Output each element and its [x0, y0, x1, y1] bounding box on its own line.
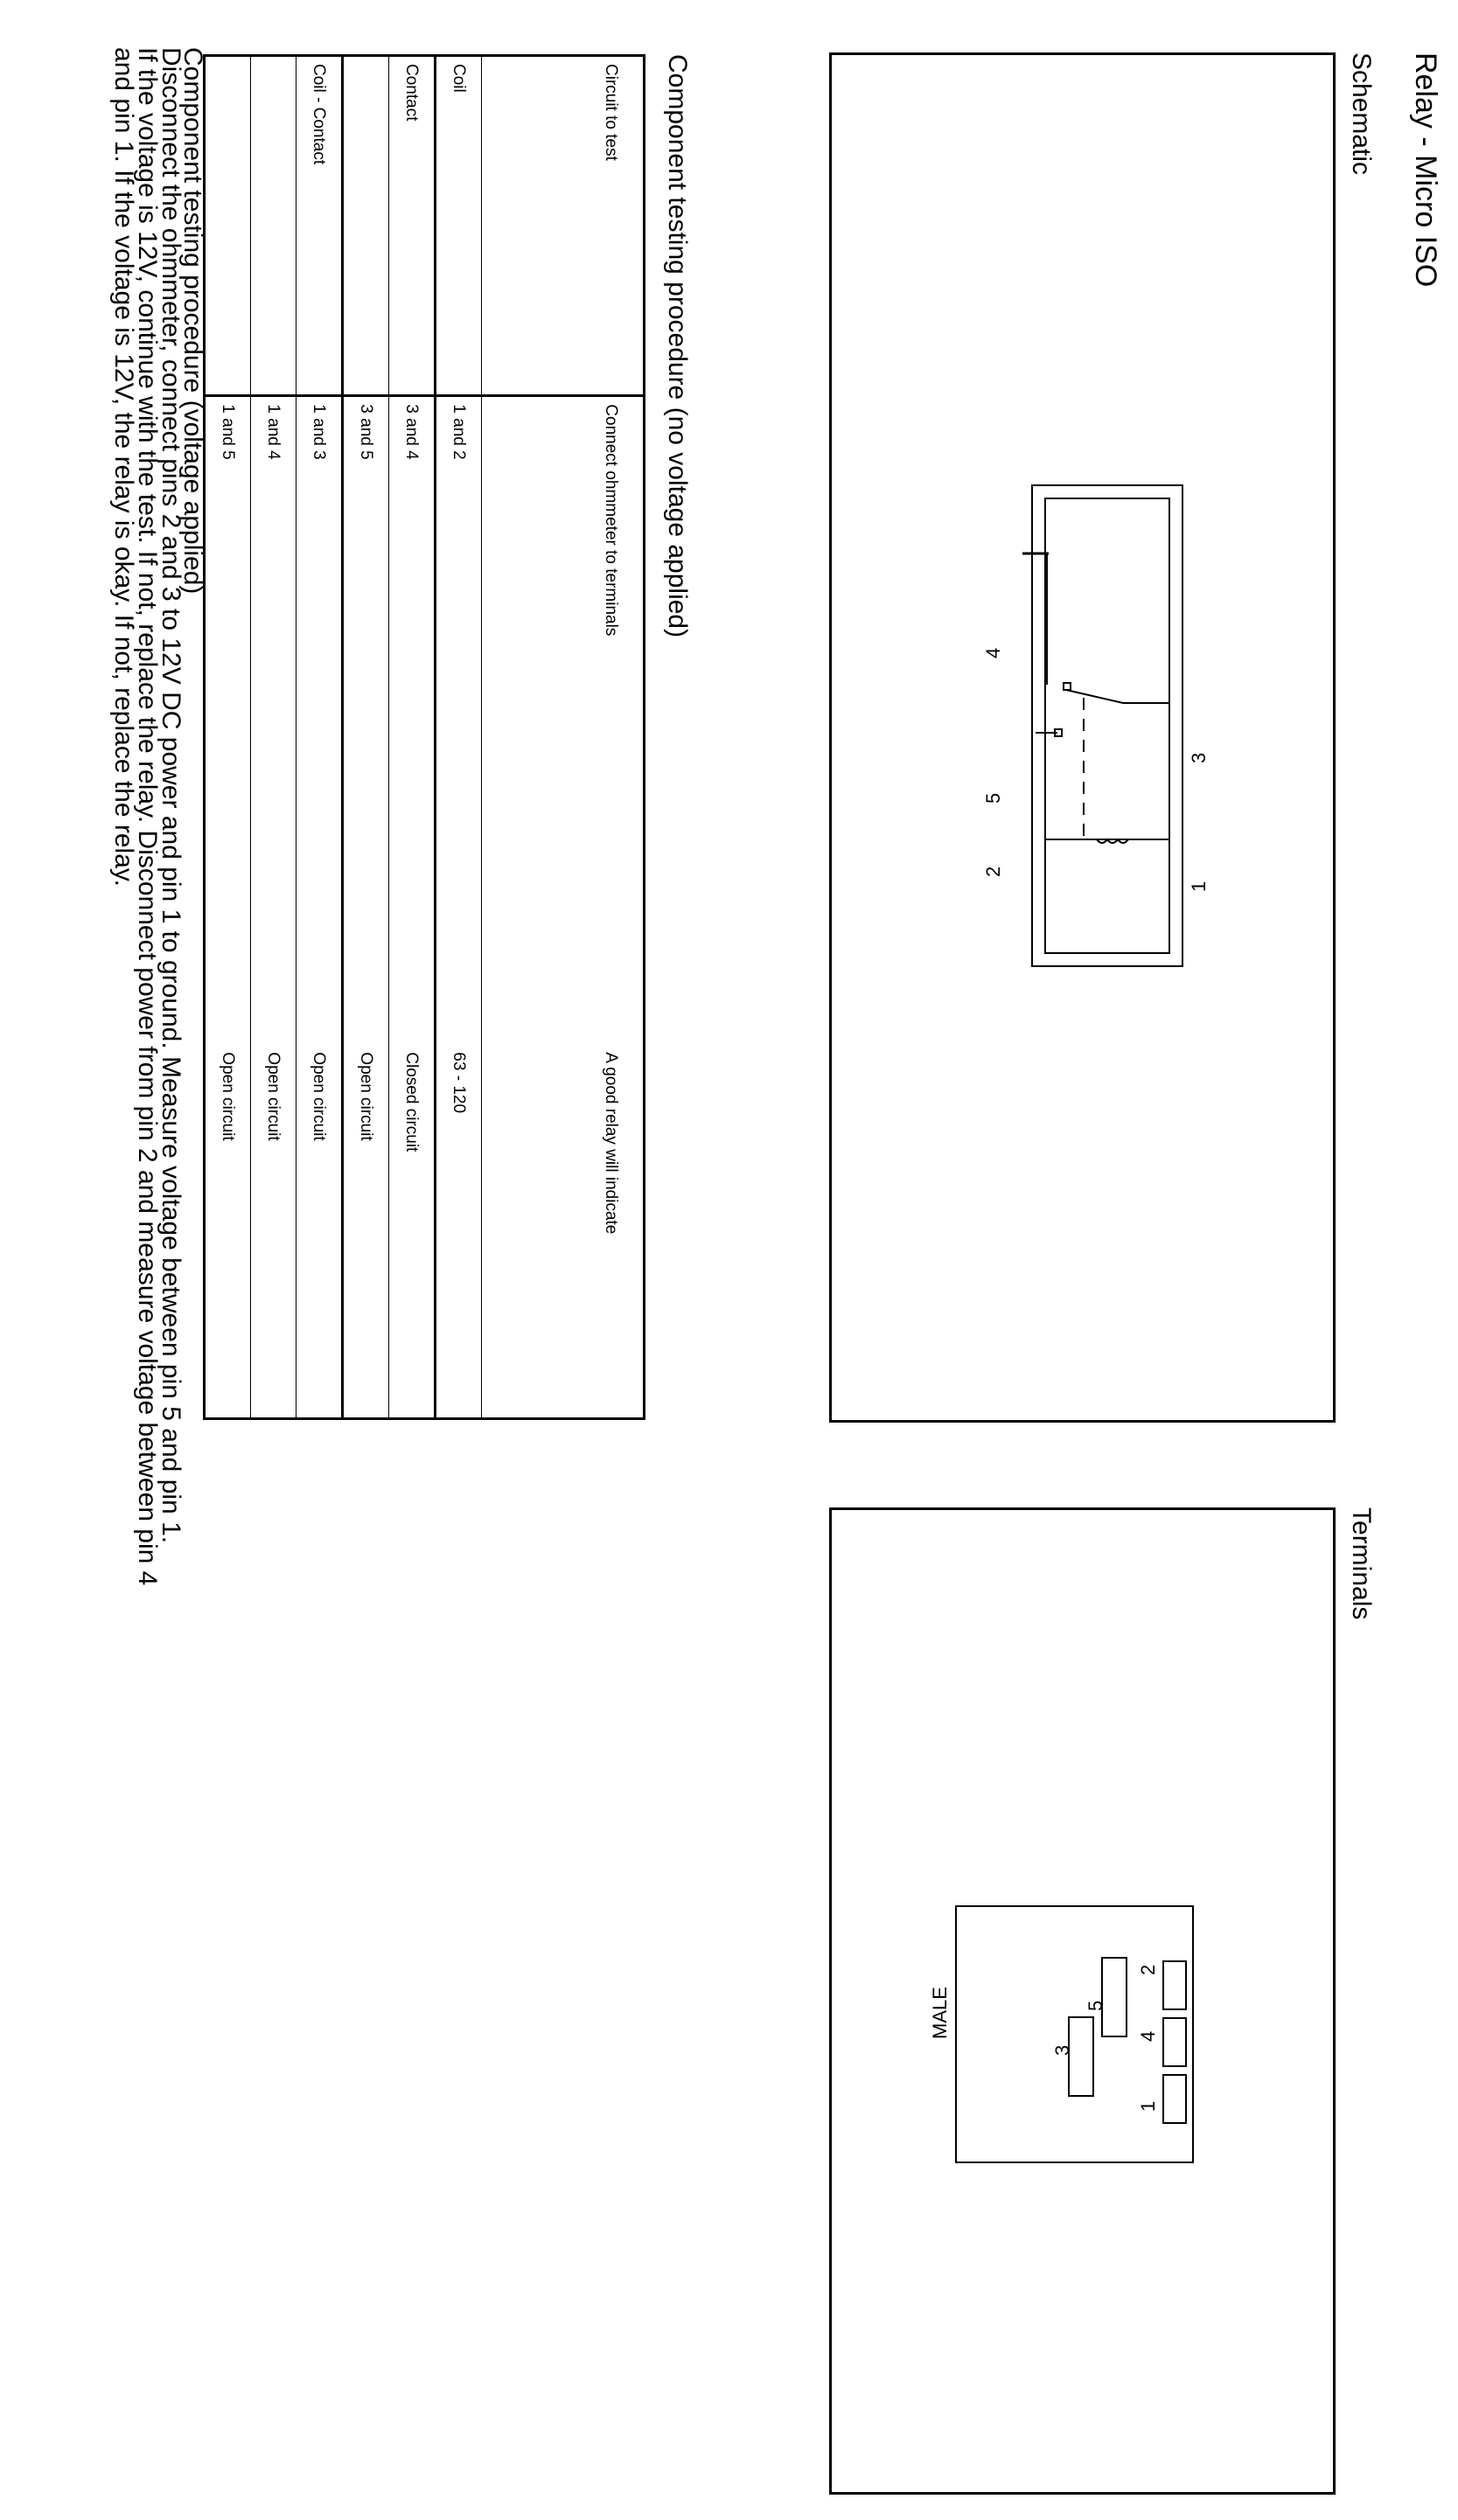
terminal-pin-5-label: 5	[1085, 2000, 1106, 2011]
cell-indication: Open circuit	[296, 1045, 343, 1418]
procedure-line: Disconnect the ohmmeter, connect pins 2 and 3 to 12V DC power and pin 1 to ground. Measure voltage between pin 5 and pin 1.	[157, 47, 185, 1544]
table-row	[251, 56, 296, 1419]
terminal-pin-3-label: 3	[1051, 2044, 1073, 2056]
cell-indication: Open circuit	[205, 1045, 251, 1418]
voltage-test-heading: Component testing procedure (voltage applied)	[178, 47, 207, 595]
cell-terminals: 3 and 4	[389, 396, 436, 1046]
terminal-blade-3	[1069, 2017, 1093, 2096]
cell-indication: 63 - 120	[436, 1045, 482, 1418]
voltage-test-procedure	[109, 47, 185, 2408]
cell-circuit	[205, 56, 251, 396]
cell-terminals: 3 and 5	[343, 396, 389, 1046]
schematic-heading: Schematic	[1347, 52, 1376, 176]
schematic-pin-3-label: 3	[1188, 752, 1210, 763]
connector-gender-label: MALE	[929, 1987, 951, 2039]
terminal-pin-1-label: 1	[1137, 2100, 1159, 2112]
terminal-layout-diagram	[832, 1510, 1333, 2492]
table-row	[296, 56, 343, 1419]
cell-terminals: 1 and 3	[296, 396, 343, 1046]
page-title: Relay - Micro ISO	[1409, 52, 1442, 288]
cell-indication: Open circuit	[251, 1045, 296, 1418]
table-row	[343, 56, 389, 1419]
cell-indication: Closed circuit	[389, 1045, 436, 1418]
cell-circuit: Coil - Contact	[296, 56, 343, 396]
cell-circuit: Coil	[436, 56, 482, 396]
procedure-line: and pin 1. If the voltage is 12V, the relay is okay. If not, replace the relay.	[109, 47, 138, 888]
terminals-heading: Terminals	[1347, 1507, 1376, 1620]
terminal-pin-2-label: 2	[1137, 1964, 1159, 1975]
schematic-panel	[829, 52, 1336, 1423]
column-header-circuit: Circuit to test	[482, 56, 645, 396]
column-header-indication: A good relay will indicate	[482, 1045, 645, 1418]
cell-terminals: 1 and 4	[251, 396, 296, 1046]
relay-schematic-diagram	[832, 55, 1333, 1420]
table-row	[389, 56, 436, 1419]
terminals-panel	[829, 1507, 1336, 2495]
terminal-blade-1	[1163, 2075, 1186, 2123]
table-row	[205, 56, 251, 1419]
cell-terminals: 1 and 2	[436, 396, 482, 1046]
schematic-pin-2-label: 2	[982, 866, 1004, 877]
cell-circuit	[251, 56, 296, 396]
switch-arm	[1066, 690, 1123, 703]
procedure-line: If the voltage is 12V, continue with the test. If not, replace the relay. Disconnect power from pin 2 and measure voltage between pin 4	[133, 47, 162, 1586]
cell-circuit: Contact	[389, 56, 436, 396]
switch-contact-4	[1064, 683, 1071, 690]
table-header-row	[482, 56, 645, 1419]
resistance-test-table	[203, 54, 645, 1420]
no-voltage-test-heading: Component testing procedure (no voltage applied)	[663, 54, 692, 638]
schematic-pin-4-label: 4	[982, 647, 1004, 658]
schematic-outer-frame	[1032, 485, 1182, 966]
cell-indication: Open circuit	[343, 1045, 389, 1418]
schematic-pin-5-label: 5	[982, 792, 1004, 804]
cell-circuit	[343, 56, 389, 396]
cell-terminals: 1 and 5	[205, 396, 251, 1046]
column-header-terminals: Connect ohmmeter to terminals	[482, 396, 645, 1046]
schematic-inner-frame	[1045, 498, 1169, 953]
terminal-pin-4-label: 4	[1137, 2030, 1159, 2042]
terminal-blade-4	[1163, 2018, 1186, 2066]
schematic-pin-1-label: 1	[1188, 881, 1210, 892]
table-row	[436, 56, 482, 1419]
terminal-blade-2	[1163, 1961, 1186, 2009]
terminal-blade-5	[1102, 1958, 1127, 2036]
